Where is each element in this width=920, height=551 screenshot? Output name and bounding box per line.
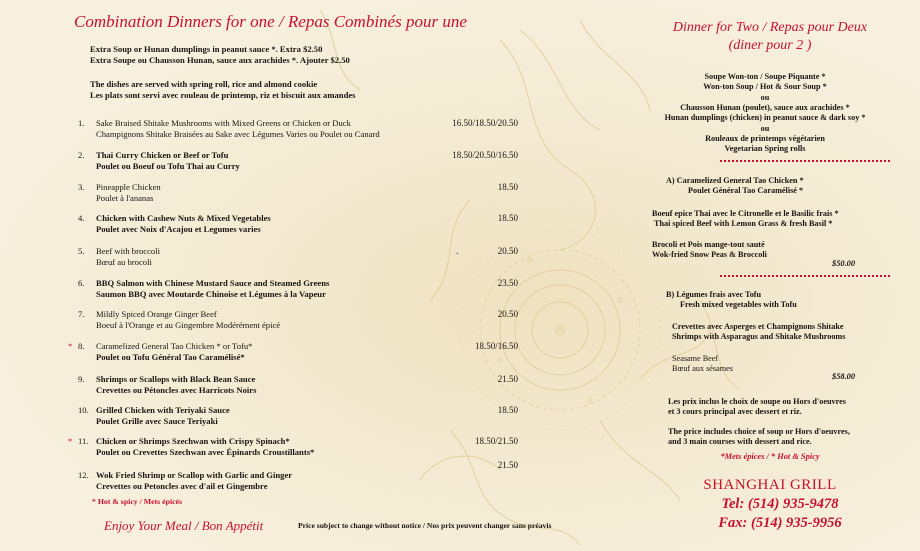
menu-a-line: Boeuf epice Thai avec le Citronelle et le Basilic frais * — [652, 209, 839, 218]
soup-option: Soupe Won-ton / Soupe Piquante * — [704, 72, 826, 81]
soup-option: Vegetarian Spring rolls — [724, 144, 806, 153]
enjoy-meal: Enjoy Your Meal / Bon Appétit — [104, 518, 264, 533]
spicy-note: * Hot & spicy / Mets épicés — [92, 497, 183, 506]
menu-a-price: $50.00 — [832, 259, 856, 268]
hot-spicy-note: *Mets épices / * Hot & Spicy — [720, 452, 820, 461]
dotted-divider — [720, 275, 890, 279]
price-includes-note: and 3 main courses with dessert and rice. — [668, 437, 812, 446]
menu-a-title-fr: Poulet Général Tao Caramélisé * — [688, 186, 804, 195]
menu-a-line: Wok-fried Snow Peas & Broccoli — [652, 250, 767, 259]
restaurant-name: SHANGHAI GRILL — [703, 477, 837, 493]
soup-or: ou — [760, 93, 770, 102]
served-with-fr: Les plats sont servi avec rouleau de printemp, riz et biscuit aux amandes — [90, 90, 356, 100]
menu-b-title: B) Légumes frais avec Tofu — [666, 290, 762, 299]
extra-soup-fr: Extra Soupe ou Chausson Hunan, sauce aux arachides *. Ajouter $2.50 — [90, 55, 350, 65]
menu-b-line: Crevettes avec Asperges et Champignons Shitake — [672, 322, 844, 331]
soup-or: ou — [760, 124, 770, 133]
menu-b-price: $58.00 — [832, 372, 856, 381]
soup-option: Hunan dumplings (chicken) in peanut sauce & dark soy * — [664, 113, 866, 122]
spicy-marker: * — [68, 436, 73, 446]
combination-title: Combination Dinners for one / Repas Combinés pour une — [74, 12, 467, 31]
menu-b-title-en: Fresh mixed vegetables with Tofu — [680, 300, 797, 309]
price-change-note: Price subject to change without notice / Nos prix peuvent changer sans préavis — [298, 521, 552, 530]
menu-b-line: Bœuf aux sésames — [672, 364, 733, 373]
dotted-divider — [720, 160, 890, 164]
menu-b-line: Seasame Beef — [672, 354, 719, 363]
dinner-two-title: Dinner for Two / Repas pour Deux — [672, 20, 868, 35]
soup-option: Rouleaux de printemps végétarien — [705, 134, 825, 143]
dinner-for-two-panel — [620, 0, 920, 551]
spicy-marker: * — [68, 341, 73, 351]
telephone-number: Tel: (514) 935-9478 — [721, 496, 839, 512]
soup-option: Won-ton Soup / Hot & Sour Soup * — [703, 82, 827, 91]
menu-a-title: A) Caramelized General Tao Chicken * — [666, 176, 804, 185]
price-includes-note: et 3 cours principal avec dessert et riz. — [668, 407, 802, 416]
fax-number: Fax: (514) 935-9956 — [718, 515, 842, 531]
dinner-two-subtitle: (diner pour 2 ) — [728, 38, 812, 53]
menu-a-line: Brocoli et Pois mange-tout sauté — [652, 240, 765, 249]
extra-soup-en: Extra Soup or Hunan dumplings in peanut sauce *. Extra $2.50 — [90, 44, 323, 54]
price-includes-note: Les prix inclus le choix de soupe ou Hors d'oeuvres — [668, 397, 846, 406]
served-with-en: The dishes are served with spring roll, rice and almond cookie — [90, 79, 318, 89]
soup-option: Chausson Hunan (poulet), sauce aux arachides * — [680, 103, 850, 112]
menu-a-line: Thai spiced Beef with Lemon Grass & fresh Basil * — [654, 219, 833, 228]
price-includes-note: The price includes choice of soup or Hors d'oeuvres, — [668, 427, 850, 436]
menu-b-line: Shrimps with Asparagus and Shitake Mushrooms — [672, 332, 846, 341]
combination-panel: Combination Dinners for one / Repas Combinés pour une Extra Soup or Hunan dumplings in peanut sauce *. Extra $2.50 Extra Soupe ou Chausson Hunan, sauce aux arachides *. Ajouter $2.50 The dishes are served with spring roll, rice and almond cookie Les plats sont servi avec rouleau de printemp, riz et biscuit aux amandes 1. Sake Braised Shitake Mushrooms with Mixed Greens or Chicken or Duck Champignons Shitake Braisées au Sake avec Légumes Varies ou Poulet ou Canard 16.50/18.50/20.50 2. Thai Curry Chicken or Beef or Tofu Poulet ou Boeuf ou Tofu Thai au Curry 18.50/20.50/16.50 3. Pineapple Chicken Poulet à l'ananas 18.50 4. Chicken with Cashew Nuts & Mixed Vegetables Poulet avec Noix d'Acajou et Legumes varies 18.50 5. Beef with broccoli Bœuf au brocoli . 20.50 6. BBQ Salmon with Chinese Mustard Sauce and Steamed Greens Saumon BBQ avec Moutarde Chinoise et Légumes à la Vapeur 23.50 7. Mildly Spiced Orange Ginger Beef Boeuf à l'Orange et au Gingembre Modérément épicé 20.50 * 8. Caramelized General Tao Chicken * or Tofu* Poulet ou Tofu Général Tao Caramélisé* 18.50/16.50 9. Shrimps or Scallops with Black Bean Sauce Crevettes ou Pétoncles avec Harricots Noirs 21.50 10. Grilled Chicken with Teriyaki Sauce Poulet Grille avec Sauce Teriyaki 18.50 * 11. Chicken or Shrimps Szechwan with Crispy Spinach* Poulet ou Crevettes Szechwan avec Épinards Croustillants* 18.50/21.50 12. Wok Fried Shrimp or Scallop with Garlic and Ginger Crevettes ou Petoncles avec d'ail et Gingembre 21.50 * Hot & spicy / Mets épicés Enjoy Your Meal / Bon Appétit Price subject to change without notice / Nos prix peuvent changer sans préavis — [68, 12, 552, 533]
